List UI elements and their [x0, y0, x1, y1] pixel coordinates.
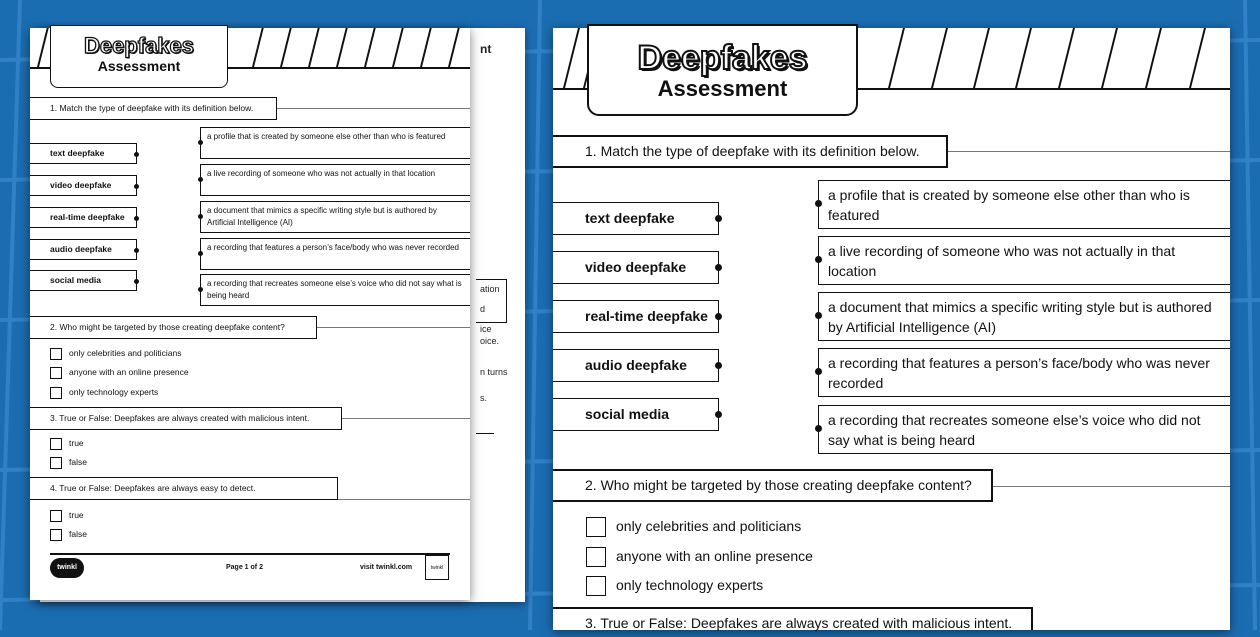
question-1-heading: 1. Match the type of deepfake with its definition below.: [553, 135, 948, 168]
q3-option[interactable]: [50, 455, 87, 469]
back-page-fragment: s.: [480, 393, 488, 403]
page-number: Page 1 of 2: [226, 564, 263, 571]
checkbox[interactable]: [50, 457, 62, 469]
option-label: only technology experts: [616, 577, 764, 593]
match-definition[interactable]: a profile that is created by someone else other than who is featured: [818, 180, 1230, 229]
match-term[interactable]: real-time deepfake: [553, 300, 719, 333]
match-term[interactable]: real-time deepfake: [30, 207, 137, 228]
back-page-fragment: n turns: [480, 367, 508, 377]
visit-link[interactable]: visit twinkl.com: [360, 564, 413, 571]
match-definition[interactable]: a recording that recreates someone else’s voice who did not say what is being heard: [200, 274, 470, 306]
match-term[interactable]: video deepfake: [553, 251, 719, 284]
checkbox[interactable]: [586, 576, 606, 596]
back-page-fragment: oice.: [480, 336, 500, 346]
back-page-fragment: d: [480, 304, 486, 314]
back-page-fragment: ice: [480, 324, 492, 334]
option-label: only celebrities and politicians: [616, 518, 802, 534]
option-label: only celebrities and politicians: [69, 348, 182, 358]
option-label: false: [69, 457, 87, 467]
match-definition[interactable]: a recording that features a person’s face/body who was never recorded: [818, 348, 1230, 397]
title-box: [587, 24, 858, 116]
question-2-heading: 2. Who might be targeted by those creating deepfake content?: [553, 469, 993, 502]
q2-option[interactable]: [50, 385, 158, 399]
twinkl-badge: twinkl: [425, 555, 449, 580]
checkbox[interactable]: [50, 348, 62, 360]
question-3-heading: 3. True or False: Deepfakes are always created with malicious intent.: [553, 607, 1033, 630]
back-page-fragment: ation: [480, 284, 500, 294]
checkbox[interactable]: [50, 529, 62, 541]
worksheet-preview-large: [553, 28, 1230, 630]
option-label: false: [69, 529, 87, 539]
question-3-heading: 3. True or False: Deepfakes are always created with malicious intent.: [30, 407, 342, 430]
option-label: only technology experts: [69, 387, 159, 397]
q2-option[interactable]: [50, 346, 181, 360]
question-1-heading: 1. Match the type of deepfake with its definition below.: [30, 97, 277, 120]
worksheet-preview-small: [30, 28, 470, 600]
match-term[interactable]: audio deepfake: [553, 349, 719, 382]
match-term[interactable]: text deepfake: [553, 202, 719, 235]
back-page-fragment: nt: [480, 42, 492, 56]
q4-option[interactable]: [50, 508, 84, 522]
option-label: true: [69, 438, 84, 448]
match-definition[interactable]: a profile that is created by someone else other than who is featured: [200, 127, 470, 159]
question-2-heading: 2. Who might be targeted by those creating deepfake content?: [30, 316, 317, 339]
worksheet-subtitle: Assessment: [657, 76, 788, 101]
match-definition[interactable]: a recording that recreates someone else’s voice who did not say what is being heard: [818, 405, 1230, 454]
checkbox[interactable]: [586, 547, 606, 567]
option-label: anyone with an online presence: [69, 367, 189, 377]
match-term[interactable]: social media: [553, 398, 719, 431]
q3-option[interactable]: [50, 436, 84, 450]
worksheet-title: Deepfakes: [637, 39, 808, 77]
match-definition[interactable]: a live recording of someone who was not actually in that location: [200, 164, 470, 196]
worksheet-title: Deepfakes: [83, 33, 195, 58]
match-term[interactable]: video deepfake: [30, 175, 137, 196]
q2-option[interactable]: [586, 574, 763, 596]
match-definition[interactable]: a document that mimics a specific writing style but is authored by Artificial Intelligence (AI): [200, 201, 470, 233]
worksheet-subtitle: Assessment: [97, 58, 181, 74]
checkbox[interactable]: [50, 367, 62, 379]
match-definition[interactable]: a document that mimics a specific writing style but is authored by Artificial Intelligence (AI): [818, 292, 1230, 341]
question-4-heading: 4. True or False: Deepfakes are always easy to detect.: [30, 477, 338, 500]
q2-option[interactable]: [586, 545, 813, 567]
checkbox[interactable]: [586, 517, 606, 537]
match-term[interactable]: social media: [30, 270, 137, 291]
match-term[interactable]: text deepfake: [30, 143, 137, 164]
option-label: anyone with an online presence: [616, 548, 813, 564]
q2-option[interactable]: [586, 515, 801, 537]
q2-option[interactable]: [50, 365, 189, 379]
q4-option[interactable]: [50, 527, 87, 541]
checkbox[interactable]: [50, 510, 62, 522]
checkbox[interactable]: [50, 387, 62, 399]
option-label: true: [69, 510, 84, 520]
title-box: [50, 25, 228, 88]
match-definition[interactable]: a live recording of someone who was not actually in that location: [818, 236, 1230, 285]
checkbox[interactable]: [50, 438, 62, 450]
footer-rule: [50, 553, 450, 555]
match-term[interactable]: audio deepfake: [30, 239, 137, 260]
twinkl-logo: twinkl: [50, 558, 84, 578]
match-definition[interactable]: a recording that features a person’s face/body who was never recorded: [200, 238, 470, 270]
